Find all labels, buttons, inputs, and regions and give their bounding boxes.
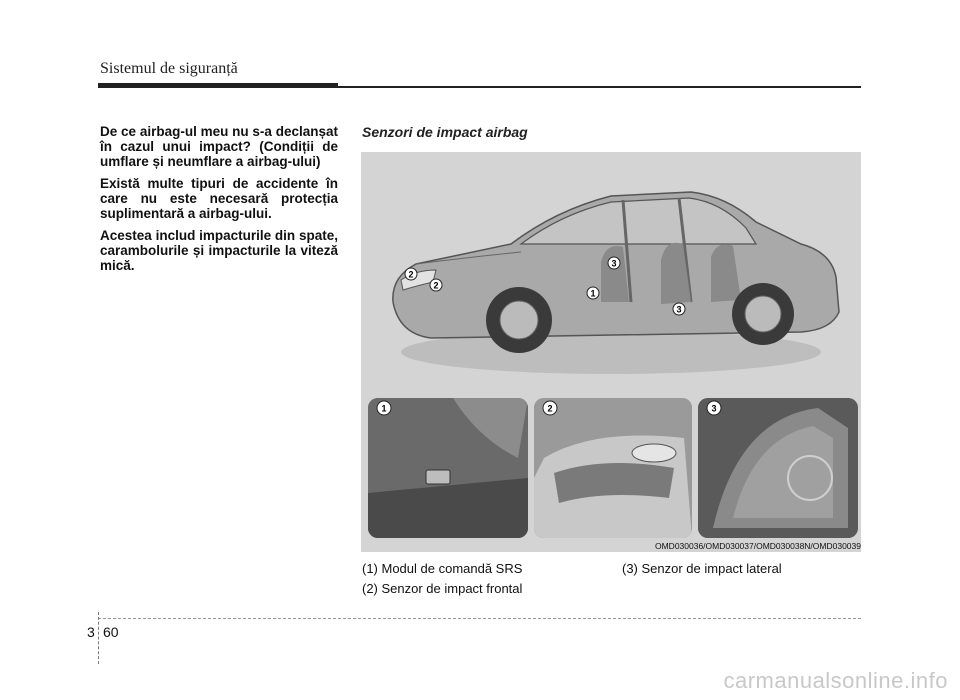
question-heading: De ce airbag-ul meu nu s-a declanșat în cazul unui impact? (Condiții de umflare și neumflare a airbag-ului) bbox=[100, 124, 338, 169]
callout-1-center bbox=[587, 287, 599, 299]
section-heading: Senzori de impact airbag bbox=[362, 124, 528, 140]
paragraph-1: Există multe tipuri de accidente în care nu este necesară protecția suplimentară a airbag-ului. bbox=[100, 176, 338, 221]
inset-srs-module bbox=[368, 398, 528, 538]
page-number-divider bbox=[98, 612, 100, 664]
footer-rule bbox=[98, 618, 861, 619]
callout-3-lower bbox=[673, 303, 685, 315]
callout-2-front-left bbox=[405, 268, 417, 280]
svg-text:3: 3 bbox=[611, 258, 617, 269]
figure-code: OMD030036/OMD030037/OMD030038N/OMD030039 bbox=[654, 541, 861, 551]
watermark: carmanualsonline.info bbox=[723, 668, 948, 693]
callout-2-front-right bbox=[430, 279, 442, 291]
section-title: Sistemul de siguranță bbox=[100, 60, 238, 77]
svg-text:2: 2 bbox=[433, 280, 439, 291]
svg-text:1: 1 bbox=[381, 403, 387, 414]
front-impact-sensor-icon bbox=[534, 398, 692, 538]
page-number: 60 bbox=[103, 624, 119, 640]
inset-side-sensor bbox=[698, 398, 858, 538]
left-text-column bbox=[100, 124, 338, 280]
svg-text:1: 1 bbox=[590, 288, 596, 299]
svg-text:3: 3 bbox=[711, 403, 717, 414]
caption-item-3: (3) Senzor de impact lateral bbox=[622, 561, 782, 576]
svg-text:3: 3 bbox=[676, 304, 682, 315]
srs-module-icon bbox=[368, 398, 528, 538]
callout-3-upper bbox=[608, 257, 620, 269]
inset-front-sensor bbox=[534, 398, 692, 538]
header-rule-thin bbox=[338, 86, 861, 88]
car-cutaway-illustration bbox=[361, 152, 861, 392]
svg-text:2: 2 bbox=[408, 269, 414, 280]
side-impact-sensor-icon bbox=[698, 398, 858, 538]
header-rule-thick bbox=[98, 83, 338, 88]
paragraph-2: Acestea includ impacturile din spate, carambolurile și impacturile la viteză mică. bbox=[100, 228, 338, 273]
caption-item-2: (2) Senzor de impact frontal bbox=[362, 581, 523, 596]
svg-text:2: 2 bbox=[547, 403, 553, 414]
caption-item-1: (1) Modul de comandă SRS bbox=[362, 561, 523, 576]
chapter-number: 3 bbox=[87, 624, 95, 640]
airbag-sensor-figure bbox=[361, 152, 861, 552]
